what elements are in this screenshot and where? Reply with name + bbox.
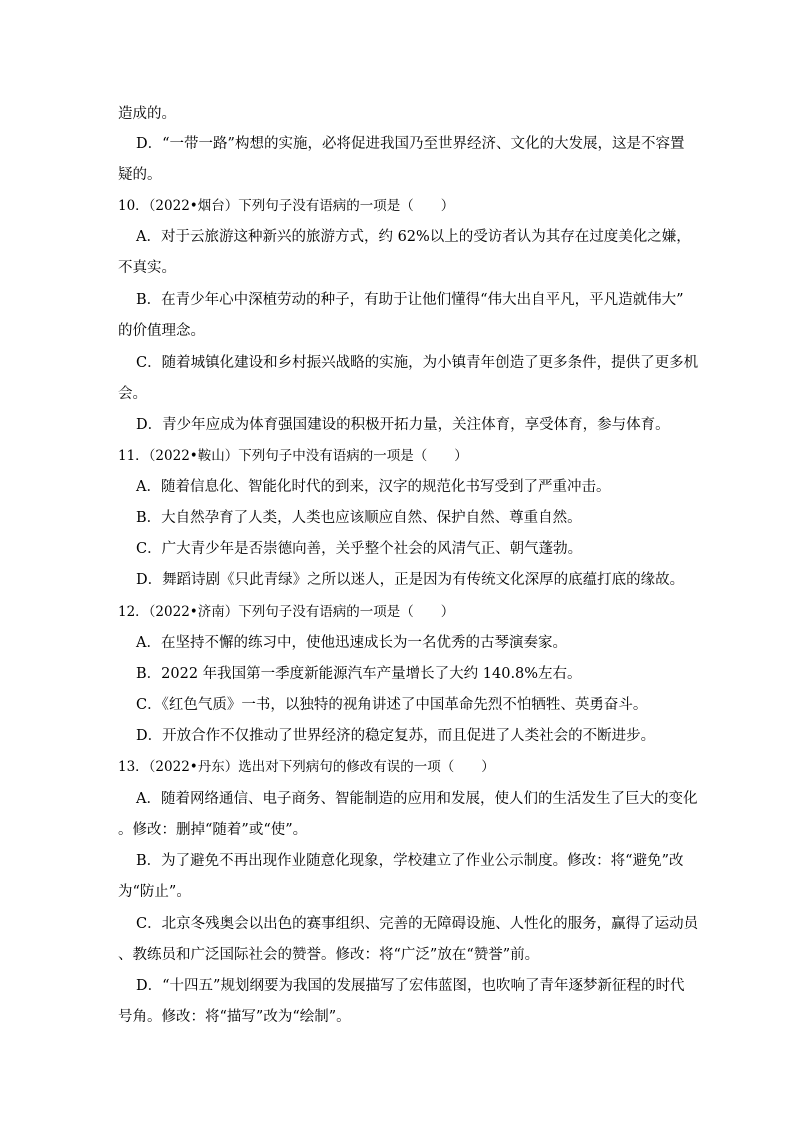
option-d: D．“一带一路”构想的实施，必将促进我国乃至世界经济、文化的大发展，这是不容置 bbox=[136, 136, 685, 152]
question-10-stem: 10．（2022•烟台）下列句子没有语病的一项是（ ） bbox=[118, 198, 455, 214]
question-10-option-a: A．对于云旅游这种新兴的旅游方式，约 62%以上的受访者认为其存在过度美化之嫌， bbox=[136, 229, 691, 245]
question-12-option-c: C．《红色气质》一书，以独特的视角讲述了中国革命先烈不怕牺牲、英勇奋斗。 bbox=[136, 697, 648, 713]
question-13-option-c: C．北京冬残奥会以出色的赛事组织、完善的无障碍设施、人性化的服务，赢得了运动员 bbox=[136, 916, 699, 932]
question-11-option-c: C．广大青少年是否崇德向善，关乎整个社会的风清气正、朝气蓬勃。 bbox=[136, 541, 583, 557]
question-10-option-d: D．青少年应成为体育强国建设的积极开拓力量，关注体育，享受体育，参与体育。 bbox=[136, 417, 670, 433]
question-13-option-a: A．随着网络通信、电子商务、智能制造的应用和发展，使人们的生活发生了巨大的变化 bbox=[136, 791, 698, 807]
question-10-option-a-continuation: 不真实。 bbox=[118, 260, 176, 276]
question-11-option-a: A．随着信息化、智能化时代的到来，汉字的规范化书写受到了严重冲击。 bbox=[136, 479, 611, 495]
question-13-option-d: D．“十四五”规划纲要为我国的发展描写了宏伟蓝图，也吹响了青年逐梦新征程的时代 bbox=[136, 978, 685, 994]
continuation-line: 造成的。 bbox=[118, 106, 176, 122]
question-11-stem: 11．（2022•鞍山）下列句子中没有语病的一项是（ ） bbox=[118, 448, 468, 464]
question-13-option-d-continuation: 号角。修改：将“描写”改为“绘制”。 bbox=[118, 1009, 351, 1025]
question-12-option-a: A．在坚持不懈的练习中，使他迅速成长为一名优秀的古琴演奏家。 bbox=[136, 635, 567, 651]
question-10-option-b-continuation: 的价值理念。 bbox=[118, 323, 205, 339]
question-10-option-c: C．随着城镇化建设和乡村振兴战略的实施，为小镇青年创造了更多条件，提供了更多机 bbox=[136, 355, 699, 371]
question-10-option-c-continuation: 会。 bbox=[118, 386, 147, 402]
question-10-option-b: B．在青少年心中深植劳动的种子，有助于让他们懂得“伟大出自平凡，平凡造就伟大” bbox=[136, 292, 684, 308]
question-13-option-a-continuation: 。修改：删掉“随着”或“使”。 bbox=[118, 822, 308, 838]
question-12-stem: 12．（2022•济南）下列句子没有语病的一项是（ ） bbox=[118, 604, 455, 620]
question-13-option-b: B．为了避免不再出现作业随意化现象，学校建立了作业公示制度。修改：将“避免”改 bbox=[136, 853, 684, 869]
question-11-option-d: D．舞蹈诗剧《只此青绿》之所以迷人，正是因为有传统文化深厚的底蕴打底的缘故。 bbox=[136, 572, 685, 588]
option-d-continuation: 疑的。 bbox=[118, 167, 162, 183]
question-13-option-c-continuation: 、教练员和广泛国际社会的赞誉。修改：将“广泛”放在“赞誉”前。 bbox=[118, 947, 540, 963]
question-13-stem: 13．（2022•丹东）选出对下列病句的修改有误的一项（ ） bbox=[118, 759, 495, 775]
question-13-option-b-continuation: 为“防止”。 bbox=[118, 884, 191, 900]
question-11-option-b: B．大自然孕育了人类，人类也应该顺应自然、保护自然、尊重自然。 bbox=[136, 510, 582, 526]
question-12-option-d: D．开放合作不仅推动了世界经济的稳定复苏，而且促进了人类社会的不断进步。 bbox=[136, 728, 656, 744]
question-12-option-b: B．2022 年我国第一季度新能源汽车产量增长了大约 140.8%左右。 bbox=[136, 666, 582, 682]
